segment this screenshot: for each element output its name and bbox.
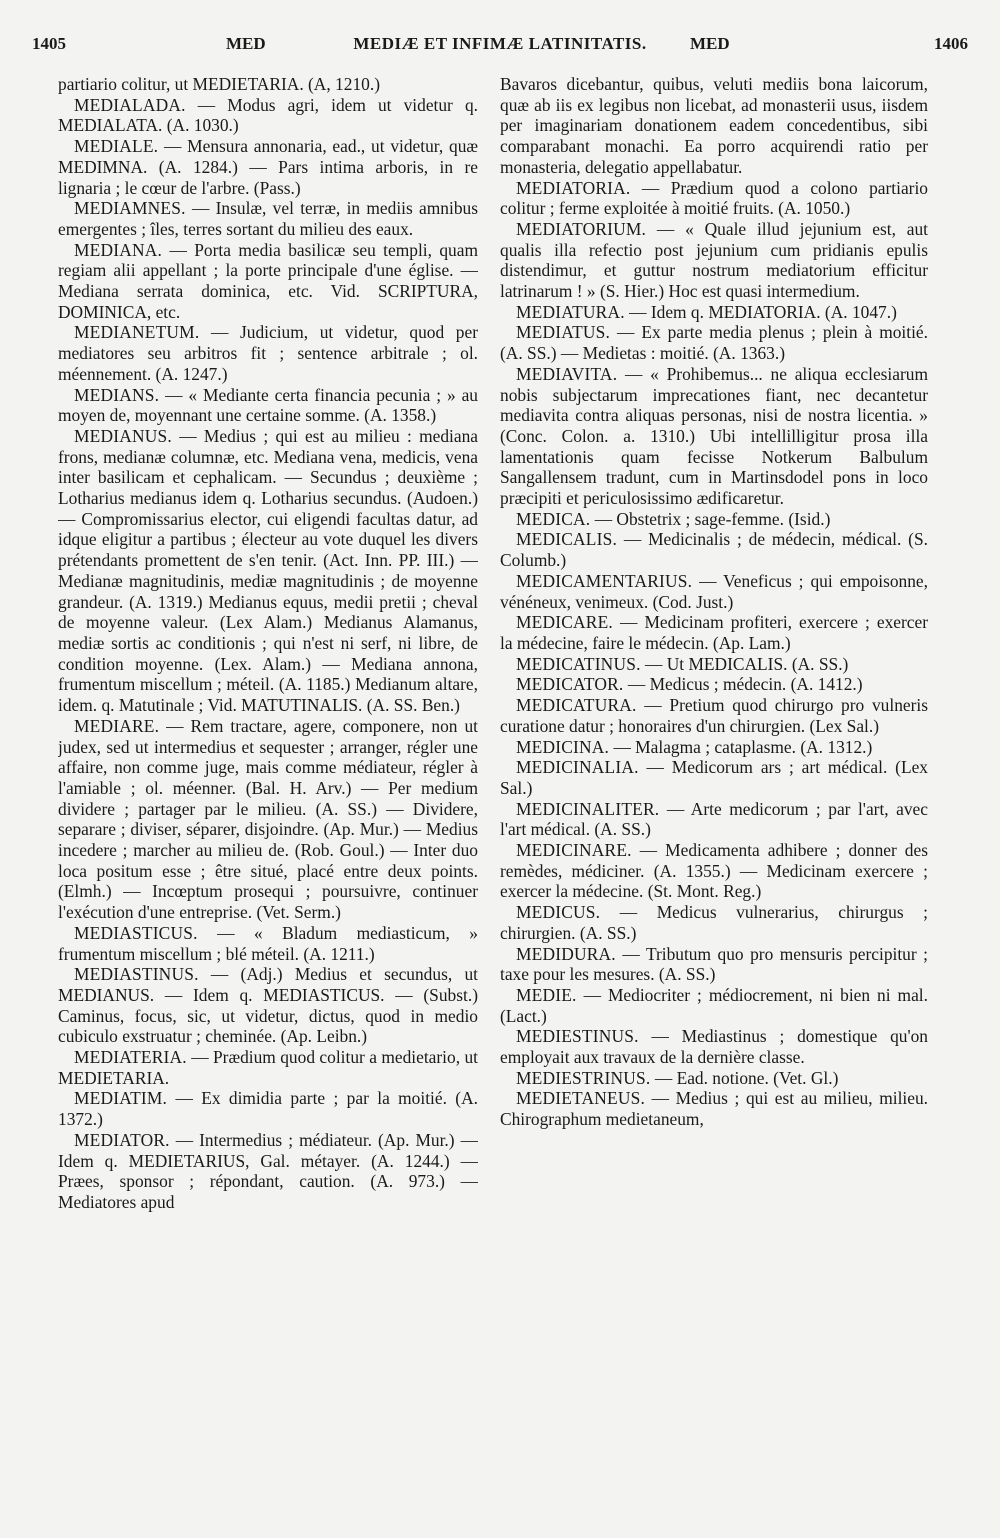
entry-headword: MEDIASTINUS. <box>74 964 199 985</box>
entry-headword: MEDIATIM. <box>74 1088 168 1109</box>
dictionary-entry <box>58 716 478 923</box>
entry-text: — Medius ; qui est au milieu : mediana frons, medianæ columnæ, etc. Mediana vena, medicis, vena inter basilicam et cephalicam. — Secundus ; deuxième ; Lotharius medianus idem q. Lotharius secundus. (Audoen.) — Compromissarius elector, cui eligendi facultas datur, ad idque eligitur a partibus ; électeur au vote duquel les divers prétendants promettent de s'en tenir. (Act. Inn. PP. III.) — Medianæ magnitudinis, mediæ magnitudinis ; de moyenne grandeur. (A. 1319.) Medianus equus, medii pretii ; cheval de moyenne valeur. (Lex Alam.) Medianus Alamanus, mediæ sortis ac conditionis ; qui n'est ni serf, ni libre, de condition moyenne. (Lex. Alam.) — Mediana annona, frumentum miscellum ; méteil. (A. 1185.) Medianum altare, idem. q. Matutinale ; Vid. MATUTINALIS. (A. SS. Ben.) <box>58 425 478 716</box>
running-title: MEDIÆ ET INFIMÆ LATINITATIS. <box>353 34 647 53</box>
dictionary-entry <box>500 1088 928 1129</box>
dictionary-entry <box>58 1130 478 1213</box>
entry-headword: MEDICATINUS. <box>516 653 641 674</box>
entry-text: — Modus agri, idem ut videtur q. MEDIALATA. (A. 1030.) <box>58 94 478 136</box>
dictionary-entry <box>500 509 928 530</box>
entry-text: partiario colitur, ut MEDIETARIA. (A, 1210.) <box>58 74 380 94</box>
entry-headword: MEDIARE. <box>74 715 160 736</box>
entry-headword: MEDICARE. <box>516 612 613 633</box>
dictionary-entry <box>500 944 928 985</box>
entry-text: — Mensura annonaria, ead., ut videtur, quæ MEDIMNA. (A. 1284.) — Pars intima arboris, in re lignaria ; le cœur de l'arbre. (Pass.) <box>58 136 478 198</box>
dictionary-entry <box>500 799 928 840</box>
dictionary-entry <box>58 964 478 1047</box>
dictionary-entry <box>500 178 928 219</box>
dictionary-entry <box>500 757 928 798</box>
dictionary-entry <box>500 219 928 302</box>
page-header <box>30 34 970 62</box>
entry-text: — Prædium quod a colono partiario colitur ; ferme exploitée à moitié fruits. (A. 1050.) <box>500 177 928 219</box>
entry-headword: MEDIESTINUS. <box>516 1026 639 1047</box>
dictionary-entry <box>58 923 478 964</box>
entry-headword: MEDIANUS. <box>74 425 172 446</box>
right-column <box>500 74 928 1526</box>
entry-headword: MEDICINA. <box>516 736 610 757</box>
entry-text: — « Bladum mediasticum, » frumentum miscellum ; blé méteil. (A. 1211.) <box>58 922 478 964</box>
entry-text: — Tributum quo pro mensuris percipitur ; taxe pour les mesures. (A. SS.) <box>500 943 928 985</box>
dictionary-entry <box>500 674 928 695</box>
dictionary-entry <box>500 364 928 509</box>
entry-headword: MEDICATURA. <box>516 695 637 716</box>
entry-text: — Arte medicorum ; par l'art, avec l'art médical. (A. SS.) <box>500 798 928 840</box>
entry-headword: MEDICATOR. <box>516 674 624 695</box>
entry-text: — Medius ; qui est au milieu, milieu. Chirographum medietaneum, <box>500 1088 928 1130</box>
dictionary-entry <box>500 529 928 570</box>
entry-headword: MEDIANA. <box>74 239 163 260</box>
entry-text: — Mediastinus ; domestique qu'on employait aux travaux de la dernière classe. <box>500 1026 928 1068</box>
entry-headword: MEDIALE. <box>74 136 159 157</box>
dictionary-entry <box>500 322 928 363</box>
entry-headword: MEDIDURA. <box>516 943 616 964</box>
dictionary-entry <box>500 74 928 178</box>
entry-headword: MEDICINALITER. <box>516 798 660 819</box>
entry-text: — « Prohibemus... ne aliqua ecclesiarum nobis subjectarum imprecationes fiant, nec decantetur mediavita contra aliquas personas, nisi de nostra licentia. » (Conc. Colon. a. 1310.) Ubi intellilligitur prosa illa lamentationis quam fecisse Notkerum Balbulum Sangallensem tradunt, cum in Martinsdodel pons in loco præcipiti et periculosissimo ædificaretur. <box>500 363 928 509</box>
dictionary-entry <box>500 840 928 902</box>
entry-text: — Ex parte media plenus ; plein à moitié. (A. SS.) — Medietas : moitié. (A. 1363.) <box>500 322 928 364</box>
entry-headword: MEDIATUS. <box>516 322 611 343</box>
entry-text: — Malagma ; cataplasme. (A. 1312.) <box>609 736 873 757</box>
entry-headword: MEDICA. <box>516 508 591 529</box>
dictionary-entry <box>58 136 478 198</box>
entry-headword: MEDICINARE. <box>516 840 632 861</box>
dictionary-entry <box>58 95 478 136</box>
right-running-headword: MED <box>690 34 730 53</box>
entry-text: — Medicinalis ; de médecin, médical. (S. Columb.) <box>500 529 928 571</box>
entry-headword: MEDIAMNES. <box>74 198 186 219</box>
entry-text: — Ut MEDICALIS. (A. SS.) <box>640 653 849 674</box>
dictionary-entry <box>58 322 478 384</box>
entry-headword: MEDICUS. <box>516 902 601 923</box>
dictionary-entry <box>58 240 478 323</box>
entry-text: — (Adj.) Medius et secundus, ut MEDIANUS. — Idem q. MEDIASTICUS. — (Subst.) Caminus, focus, sic, ut videtur, dictus, quod in medio cubiculo exstruatur ; cheminée. (Ap. Leibn.) <box>58 964 478 1047</box>
dictionary-entry <box>500 571 928 612</box>
right-page-number: 1406 <box>934 34 968 53</box>
left-page-number: 1405 <box>32 34 66 53</box>
entry-text: — Medicus vulnerarius, chirurgus ; chirurgien. (A. SS.) <box>500 902 928 943</box>
entry-headword: MEDICALIS. <box>516 529 618 550</box>
entry-text: — Medicinam profiteri, exercere ; exercer la médecine, faire le médecin. (Ap. Lam.) <box>500 612 928 653</box>
entry-headword: MEDICINALIA. <box>516 757 639 778</box>
entry-headword: MEDICAMENTARIUS. <box>516 570 693 591</box>
entry-headword: MEDIALADA. <box>74 94 186 115</box>
entry-headword: MEDIATORIA. <box>516 177 631 198</box>
entry-headword: MEDIESTRINUS. <box>516 1067 651 1088</box>
entry-text: — Obstetrix ; sage-femme. (Isid.) <box>590 508 831 529</box>
entry-text: — « Quale illud jejunium est, aut qualis illa refectio post jejunium cum pridianis epulis distendimur, et guttur nostrum mediatorium efficitur latrinarum ! » (S. Hier.) Hoc est quasi intermedium. <box>500 218 928 302</box>
entry-text: — Idem q. MEDIATORIA. (A. 1047.) <box>624 301 897 322</box>
entry-text: Bavaros dicebantur, quibus, veluti mediis bona laicorum, quæ ab iis ex legibus non licebat, ad monasterii usus, iisdem per imaginariam donationem eadem concedentibus, sibi comparabant monachi. Ea porro acquirendi ratio per monasteria, delegatio appellabatur. <box>500 74 928 177</box>
entry-text: — Judicium, ut videtur, quod per mediatores seu arbitros fit ; sentence arbitrale ; ol. méennement. (A. 1247.) <box>58 322 478 384</box>
dictionary-entry <box>500 1068 928 1089</box>
entry-text: — Medicamenta adhibere ; donner des remèdes, médiciner. (A. 1355.) — Medicinam exercere ; exercer la médecine. (St. Mont. Reg.) <box>500 840 928 902</box>
entry-text: — Intermedius ; médiateur. (Ap. Mur.) — Idem q. MEDIETARIUS, Gal. métayer. (A. 1244.) — Præes, sponsor ; répondant, caution. (A. 973.) — Mediatores apud <box>58 1129 478 1212</box>
entry-headword: MEDIATOR. <box>74 1129 170 1150</box>
entry-text: — Porta media basilicæ seu templi, quam regiam alii appellant ; la porte principale d'une église. — Mediana serrata dominica, etc. Vid. SCRIPTURA, DOMINICA, etc. <box>58 239 478 322</box>
dictionary-entry <box>58 426 478 716</box>
dictionary-entry <box>500 654 928 675</box>
entry-text: — Mediocriter ; médiocrement, ni bien ni mal. (Lact.) <box>500 984 928 1026</box>
entry-headword: MEDIATURA. <box>516 301 625 322</box>
dictionary-entry <box>58 198 478 239</box>
dictionary-entry <box>500 902 928 943</box>
entry-headword: MEDIANETUM. <box>74 322 200 343</box>
left-running-headword: MED <box>226 34 266 53</box>
entry-text: — Medicorum ars ; art médical. (Lex Sal.) <box>500 757 928 798</box>
entry-headword: MEDIETANEUS. <box>516 1088 646 1109</box>
entry-text: — « Mediante certa financia pecunia ; » au moyen de, moyennant une certaine somme. (A. 1358.) <box>58 384 478 426</box>
entry-headword: MEDIATERIA. <box>74 1047 187 1068</box>
entry-headword: MEDIASTICUS. <box>74 922 198 943</box>
entry-text: — Medicus ; médecin. (A. 1412.) <box>623 674 863 695</box>
dictionary-entry <box>58 385 478 426</box>
dictionary-entry <box>58 74 478 95</box>
dictionary-entry <box>500 695 928 736</box>
entry-headword: MEDIAVITA. <box>516 363 618 384</box>
entry-text: — Ex dimidia parte ; par la moitié. (A. 1372.) <box>58 1088 478 1130</box>
entry-text: — Insulæ, vel terræ, in mediis amnibus emergentes ; îles, terres sortant du milieu des eaux. <box>58 198 478 239</box>
left-column <box>58 74 478 1526</box>
dictionary-entry <box>500 985 928 1026</box>
entry-text: — Rem tractare, agere, componere, non ut judex, sed ut intermedius et sequester ; arranger, régler une affaire, non comme juge, mais comme médiateur, régler à l'amiable ; ol. méenner. (Bal. H. Arv.) — Per medium dividere ; partager par le milieu. (A. SS.) — Dividere, separare ; diviser, séparer, disjoindre. (Ap. Mur.) — Medius incedere ; marcher au milieu de. (Rob. Goul.) — Inter duo loca positum esse ; être situé, placé entre deux points. (Elmh.) — Incœptum prosequi ; poursuivre, continuer l'exécution d'une entreprise. (Vet. Serm.) <box>58 715 478 923</box>
entry-text: — Veneficus ; qui empoisonne, vénéneux, venimeux. (Cod. Just.) <box>500 570 928 612</box>
dictionary-entry <box>500 737 928 758</box>
dictionary-entry <box>500 612 928 653</box>
dictionary-entry <box>58 1047 478 1088</box>
entry-text: — Ead. notione. (Vet. Gl.) <box>650 1067 839 1088</box>
entry-headword: MEDIANS. <box>74 384 160 405</box>
entry-text: — Prædium quod colitur a medietario, ut MEDIETARIA. <box>58 1047 478 1088</box>
dictionary-entry <box>500 302 928 323</box>
dictionary-entry <box>58 1088 478 1129</box>
entry-headword: MEDIE. <box>516 984 577 1005</box>
entry-headword: MEDIATORIUM. <box>516 218 647 239</box>
dictionary-entry <box>500 1026 928 1067</box>
entry-text: — Pretium quod chirurgo pro vulneris curatione datur ; honoraires d'un chirurgien. (Lex Sal.) <box>500 695 928 736</box>
